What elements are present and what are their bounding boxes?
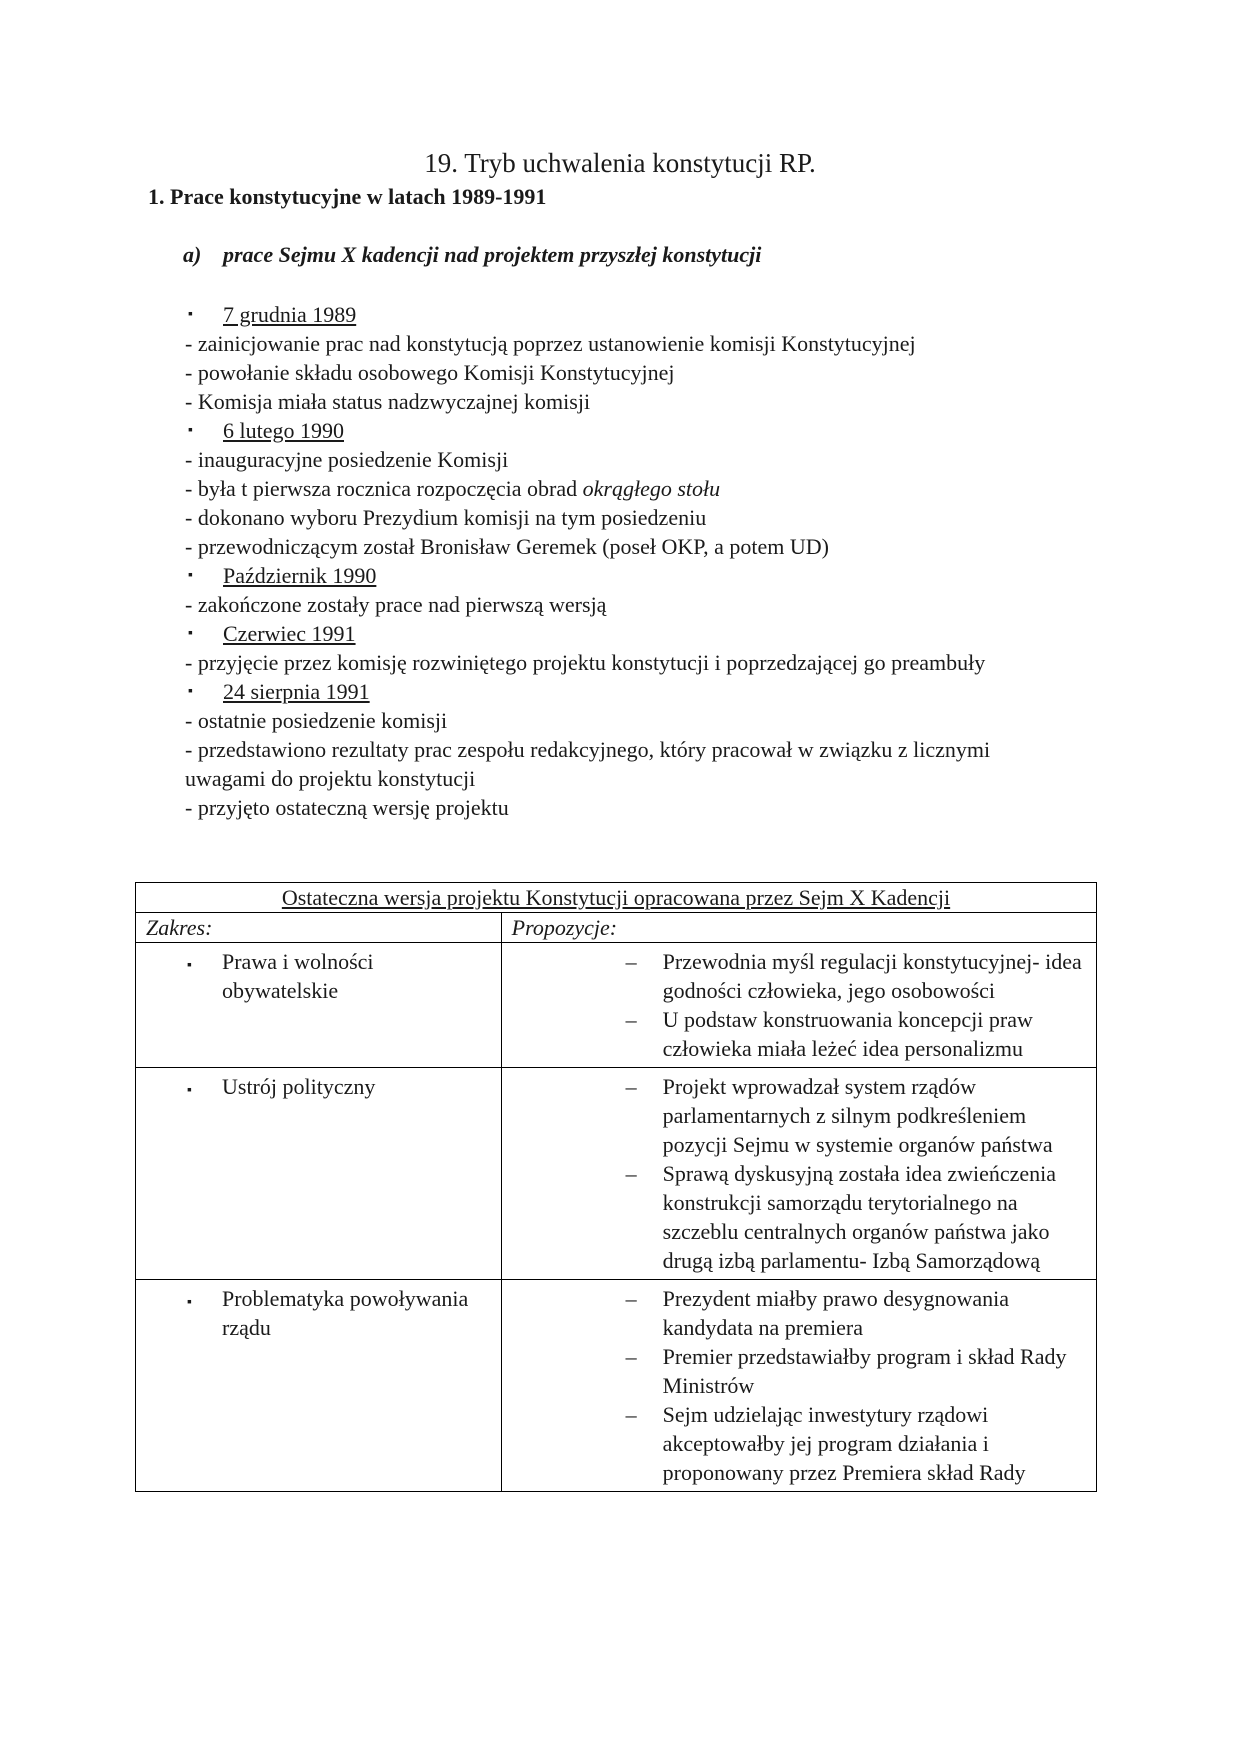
table-row (136, 1068, 1097, 1280)
proposal-item: – Premier przedstawiałby program i skład Rady Ministrów (625, 1344, 1067, 1398)
scope-cell: ▪ Prawa i wolności obywatelskie (136, 943, 502, 1068)
subsection-label: a) (183, 242, 202, 267)
bullet-icon: ▪ (187, 1295, 192, 1310)
bullet-icon: ▪ (188, 626, 193, 641)
timeline-item: - przedstawiono rezultaty prac zespołu redakcyjnego, który pracował w związku z licznymi uwagami do projektu konstytucji (185, 737, 991, 791)
scope-cell: ▪ Ustrój polityczny (136, 1068, 502, 1280)
timeline-item: - przyjęto ostateczną wersję projektu (185, 795, 509, 820)
timeline-item: - Komisja miała status nadzwyczajnej komisji (185, 389, 591, 414)
proposal-item: – U podstaw konstruowania koncepcji praw człowieka miała leżeć idea personalizmu (625, 1007, 1033, 1061)
subsection-heading (183, 242, 761, 268)
page-title: 19. Tryb uchwalenia konstytucji RP. (424, 148, 816, 178)
proposal-item: – Prezydent miałby prawo desygnowania kandydata na premiera (625, 1286, 1010, 1340)
timeline-date: ▪ 24 sierpnia 1991 (188, 679, 370, 704)
table-caption: Ostateczna wersja projektu Konstytucji opracowana przez Sejm X Kadencji (136, 883, 1097, 913)
proposal-item: – Sprawą dyskusyjną została idea zwieńczenia konstrukcji samorządu terytorialnego na szczeblu centralnych organów państwa jako drugą izbą parlamentu- Izbą Samorządową (625, 1161, 1057, 1273)
proposal-item: – Przewodnia myśl regulacji konstytucyjnej- idea godności człowieka, jego osobowości (625, 949, 1082, 1003)
bullet-icon: ▪ (187, 958, 192, 973)
timeline-item: - przyjęcie przez komisję rozwiniętego projektu konstytucji i poprzedzającej go preambuły (185, 650, 986, 675)
scope-cell: ▪ Problematyka powoływania rządu (136, 1280, 502, 1492)
bullet-icon: ▪ (188, 307, 193, 322)
section-heading: 1. Prace konstytucyjne w latach 1989-1991 (148, 184, 547, 209)
bullet-icon: ▪ (188, 568, 193, 583)
timeline-item: - zainicjowanie prac nad konstytucją poprzez ustanowienie komisji Konstytucyjnej (185, 331, 916, 356)
proposal-item: – Projekt wprowadzał system rządów parlamentarnych z silnym podkreśleniem pozycji Sejmu w systemie organów państwa (625, 1074, 1053, 1157)
timeline (185, 300, 1045, 822)
table-row (136, 943, 1097, 1068)
dash-icon: – (625, 1161, 637, 1186)
proposals-cell (501, 1068, 1096, 1280)
timeline-item: - zakończone zostały prace nad pierwszą wersją (185, 592, 607, 617)
timeline-date: ▪ Czerwiec 1991 (188, 621, 356, 646)
timeline-item: - inauguracyjne posiedzenie Komisji (185, 447, 509, 472)
proposals-cell (501, 943, 1096, 1068)
timeline-item: - dokonano wyboru Prezydium komisji na tym posiedzeniu (185, 505, 707, 530)
bullet-icon: ▪ (187, 1083, 192, 1098)
dash-icon: – (625, 1286, 637, 1311)
timeline-date: ▪ Październik 1990 (188, 563, 377, 588)
proposal-item: – Sejm udzielając inwestytury rządowi akceptowałby jej program działania i proponowany przez Premiera skład Rady (625, 1402, 1026, 1485)
table-row (136, 1280, 1097, 1492)
emphasis-text: okrągłego stołu (582, 476, 721, 501)
subsection-text: prace Sejmu X kadencji nad projektem przyszłej konstytucji (223, 242, 762, 267)
dash-icon: – (625, 1402, 637, 1427)
timeline-date: ▪ 7 grudnia 1989 (188, 302, 357, 327)
timeline-item: - powołanie składu osobowego Komisji Konstytucyjnej (185, 360, 675, 385)
dash-icon: – (625, 949, 637, 974)
column-header-scope: Zakres: (136, 913, 502, 943)
proposals-table (135, 882, 1097, 1492)
dash-icon: – (625, 1007, 637, 1032)
bullet-icon: ▪ (188, 423, 193, 438)
dash-icon: – (625, 1344, 637, 1369)
dash-icon: – (625, 1074, 637, 1099)
timeline-item: - przewodniczącym został Bronisław Geremek (poseł OKP, a potem UD) (185, 534, 829, 559)
timeline-item: - ostatnie posiedzenie komisji (185, 708, 448, 733)
timeline-item: - była t pierwsza rocznica rozpoczęcia obrad okrągłego stołu (185, 476, 721, 501)
timeline-date: ▪ 6 lutego 1990 (188, 418, 344, 443)
bullet-icon: ▪ (188, 684, 193, 699)
column-header-proposals: Propozycje: (501, 913, 1096, 943)
proposals-cell (501, 1280, 1096, 1492)
